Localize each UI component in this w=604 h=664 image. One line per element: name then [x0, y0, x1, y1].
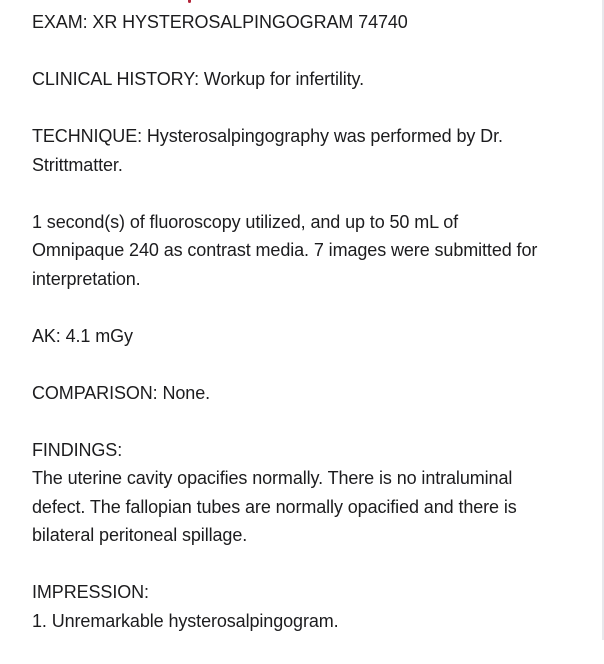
fluoroscopy-section	[32, 208, 580, 294]
clinical-history-line: CLINICAL HISTORY: Workup for infertility.	[32, 69, 365, 89]
impression-section	[32, 578, 580, 635]
comparison-section	[32, 379, 580, 408]
impression-heading: IMPRESSION:	[32, 582, 149, 602]
fluoroscopy-line: interpretation.	[32, 268, 141, 289]
findings-section	[32, 436, 580, 550]
fluoroscopy-line: 1 second(s) of fluoroscopy utilized, and up to 50 mL of	[32, 211, 459, 232]
impression-line: 1. Unremarkable hysterosalpingogram.	[32, 610, 339, 631]
technique-section	[32, 122, 580, 179]
findings-heading: FINDINGS:	[32, 439, 123, 460]
findings-line: bilateral peritoneal spillage.	[32, 525, 248, 545]
radiology-report	[32, 8, 580, 664]
air-kerma-section	[32, 322, 580, 351]
comparison-line: COMPARISON: None.	[32, 382, 211, 403]
exam-section	[32, 8, 580, 37]
exam-line: EXAM: XR HYSTEROSALPINGOGRAM 74740	[32, 12, 408, 32]
top-accent-mark	[188, 0, 191, 3]
findings-line: The uterine cavity opacifies normally. There is no intraluminal	[32, 468, 513, 488]
air-kerma-line: AK: 4.1 mGy	[32, 325, 133, 346]
findings-line: defect. The fallopian tubes are normally opacified and there is	[32, 496, 517, 517]
clinical-history-section	[32, 65, 580, 94]
technique-line: Strittmatter.	[32, 154, 123, 175]
technique-line: TECHNIQUE: Hysterosalpingography was performed by Dr.	[32, 126, 503, 146]
fluoroscopy-line: Omnipaque 240 as contrast media. 7 images were submitted for	[32, 240, 538, 260]
